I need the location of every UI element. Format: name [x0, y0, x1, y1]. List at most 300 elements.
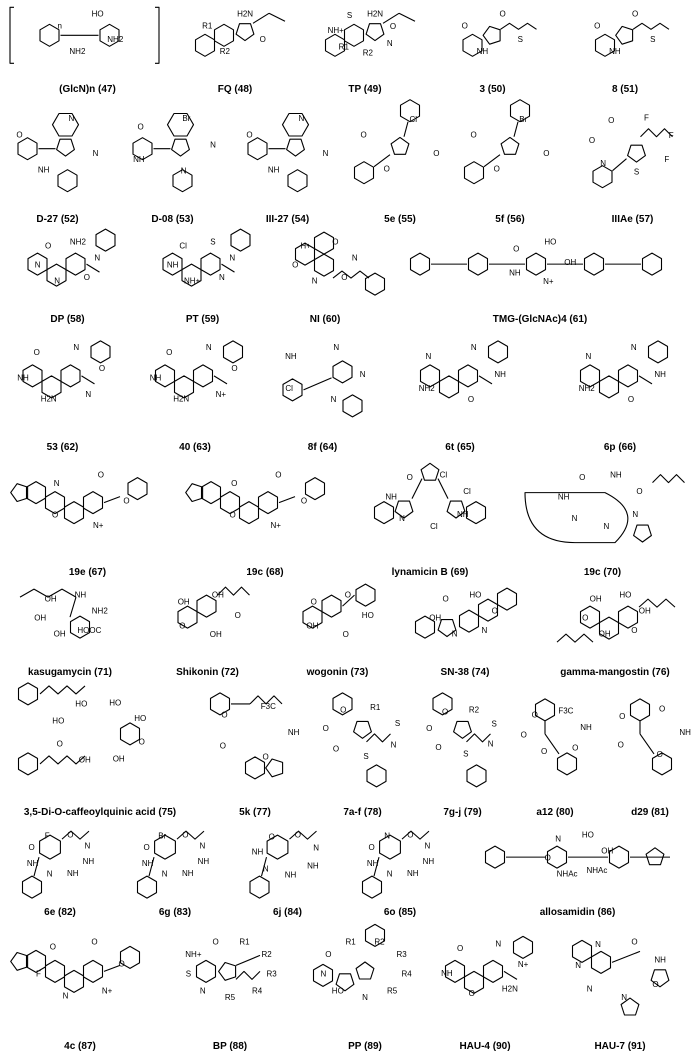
compound-label: TP (49): [348, 84, 382, 95]
atom-label: NH2: [578, 384, 595, 394]
compound-label: 6e (82): [44, 907, 76, 918]
atom-label: S: [346, 11, 353, 21]
compound-cell: [230, 821, 345, 921]
chain-bond: [641, 129, 673, 137]
atom-label: NH: [422, 857, 435, 867]
atom-label: O: [97, 470, 105, 480]
structure-drawing: [0, 681, 200, 807]
atom-label: O: [262, 752, 269, 762]
atom-label: O: [513, 244, 520, 254]
ring-bond: [421, 463, 439, 480]
ring-bond: [585, 253, 604, 275]
compound-label: 3 (50): [479, 84, 506, 95]
bond-line: [479, 376, 492, 384]
atom-label: N: [53, 479, 60, 489]
atom-label: R2: [374, 937, 385, 947]
atom-label: NH: [141, 858, 154, 868]
atom-label: N: [384, 831, 391, 841]
atom-label: O: [91, 937, 98, 947]
bond-line: [399, 13, 415, 21]
structure-drawing: [275, 581, 400, 667]
atom-label: O: [67, 830, 74, 840]
compound-cell: [550, 0, 700, 98]
structure-drawing: [415, 681, 510, 807]
atom-label: R2: [468, 705, 480, 715]
atom-label: NH: [441, 969, 453, 978]
ring-bond: [172, 139, 190, 156]
atom-label: R3: [396, 950, 407, 959]
atom-label: HO: [109, 698, 122, 708]
atom-label: R1: [239, 937, 250, 947]
ring-bond: [366, 24, 384, 41]
atom-label: N: [229, 253, 236, 263]
atom-label: N: [600, 159, 607, 169]
compound-cell: [0, 328, 125, 456]
compound-label: 3,5-Di-O-caffeoylquinic acid (75): [23, 807, 177, 818]
atom-label: O: [368, 843, 375, 852]
atom-label: N+: [101, 986, 113, 996]
atom-label: NH: [67, 868, 79, 878]
ring-bond: [558, 753, 577, 775]
atom-label: O: [531, 710, 538, 720]
structure-skeleton: [248, 114, 309, 192]
atom-label: O: [619, 712, 626, 722]
atom-label: O: [588, 136, 596, 146]
atom-label: OH: [589, 594, 602, 604]
atom-label: O: [579, 472, 586, 482]
ring-bond: [367, 765, 386, 787]
atom-label: N: [425, 352, 432, 361]
atom-label: Cl: [179, 241, 187, 251]
atom-label: O: [493, 164, 500, 174]
compound-cell: [115, 98, 230, 228]
atom-label: N+: [270, 521, 281, 531]
chain-bond: [653, 475, 685, 483]
atom-label: N: [68, 113, 75, 123]
atom-label: NH: [149, 373, 162, 383]
atom-label: S: [517, 35, 523, 45]
compound-cell: [415, 681, 510, 821]
atom-label: N: [46, 869, 53, 879]
atom-label: R1: [338, 42, 349, 52]
atom-label: R1: [345, 937, 356, 947]
ring-bond: [259, 492, 278, 514]
ring-bond: [467, 765, 486, 787]
ring-bond: [483, 26, 500, 44]
atom-label: N+: [92, 521, 104, 531]
atom-label: NH: [366, 858, 379, 868]
compound-label: FQ (48): [217, 84, 253, 95]
atom-label: N: [399, 514, 405, 524]
atom-label: O: [341, 272, 348, 282]
bond-line: [404, 122, 408, 137]
ring-bond: [501, 137, 519, 154]
bond-line: [504, 971, 517, 979]
compound-cell: [345, 821, 455, 921]
atom-label: NH: [251, 847, 264, 857]
atom-label: H2N: [40, 394, 57, 404]
structure-drawing: [160, 921, 300, 1041]
ring-bond: [467, 502, 486, 524]
atom-label: NHAc: [586, 865, 608, 875]
ring-bond: [19, 753, 38, 775]
ring-bond: [454, 721, 472, 738]
compound-cell: [120, 821, 230, 921]
structure-drawing: [510, 681, 600, 807]
compound-cell: [0, 921, 160, 1055]
structure-drawing: [540, 921, 700, 1041]
atom-label: O: [123, 496, 130, 506]
atom-label: N: [94, 253, 101, 263]
compound-label: 19c (70): [583, 567, 622, 578]
ring-bond: [84, 960, 103, 982]
compound-cell: [270, 228, 380, 328]
atom-label: H2N: [367, 9, 384, 19]
atom-label: O: [300, 496, 308, 506]
atom-label: N: [555, 834, 561, 844]
atom-label: H2N: [237, 9, 254, 19]
atom-label: NH: [307, 861, 319, 871]
ring-bond: [202, 482, 221, 504]
ring-bond: [631, 699, 650, 721]
compound-label: 5k (77): [239, 807, 271, 818]
atom-label: O: [540, 747, 548, 757]
ring-bond: [460, 610, 479, 632]
atom-label: NH: [287, 727, 300, 737]
atom-label: NH: [385, 492, 397, 502]
ring-bond: [231, 229, 250, 251]
atom-label: N: [362, 993, 368, 1003]
atom-label: N: [470, 343, 477, 353]
atom-label: O: [268, 832, 275, 842]
atom-label: S: [650, 35, 656, 45]
atom-label: O: [435, 742, 442, 752]
ring-bond: [619, 606, 638, 628]
ring-bond: [592, 951, 611, 973]
atom-label: O: [49, 942, 57, 952]
atom-label: O: [16, 130, 23, 140]
atom-label: HO: [469, 590, 482, 600]
atom-label: NH2: [69, 47, 86, 57]
atom-label: NH+: [185, 950, 202, 959]
compound-label: lynamicin B (69): [391, 567, 469, 578]
compound-label: HAU-7 (91): [594, 1041, 646, 1052]
bond-line: [214, 376, 227, 384]
atom-label: O: [389, 21, 397, 31]
compound-cell: [380, 328, 540, 456]
ring-bond: [27, 482, 46, 504]
atom-label: O: [322, 723, 329, 733]
compound-label: 40 (63): [179, 442, 211, 453]
ring-bond: [57, 139, 75, 156]
atom-label: NH: [267, 165, 280, 175]
compound-cell: [380, 228, 700, 328]
structure-drawing: [310, 681, 415, 807]
ring-bond: [628, 145, 646, 162]
atom-label: OH: [209, 630, 222, 639]
compound-cell: [140, 581, 275, 681]
atom-label: O: [426, 724, 433, 734]
ring-bond: [53, 114, 79, 137]
compound-cell: [0, 581, 140, 681]
atom-label: Br: [158, 831, 167, 841]
compound-label: D-27 (52): [36, 214, 79, 225]
bond-line: [222, 264, 235, 272]
ring-bond: [486, 846, 505, 868]
compound-label: 7a-f (78): [343, 807, 382, 818]
atom-label: NH: [476, 47, 489, 57]
structure-drawing: [120, 821, 230, 907]
atom-label: N: [585, 352, 592, 361]
atom-label: N: [311, 276, 318, 286]
compound-label: TMG-(GlcNAc)4 (61): [492, 314, 588, 325]
atom-label: F3C: [260, 702, 276, 712]
compound-label: 8f (64): [307, 442, 338, 453]
structure-skeleton: [196, 13, 286, 56]
atom-label: OH: [211, 590, 224, 600]
atom-label: N: [595, 939, 601, 949]
bond-line: [613, 159, 627, 171]
ring-bond: [18, 138, 37, 160]
ring-bond: [65, 970, 84, 992]
chain-bond: [236, 971, 260, 979]
compound-label: 6p (66): [603, 442, 637, 453]
atom-label: Cl: [285, 384, 293, 394]
compound-label: allosamidin (86): [539, 907, 616, 918]
compound-label: III-27 (54): [265, 214, 310, 225]
structure-drawing: [550, 0, 700, 84]
ring-bond: [283, 114, 309, 137]
structure-drawing: [355, 456, 505, 567]
atom-label: O: [340, 705, 347, 715]
compound-label: a12 (80): [536, 807, 574, 818]
ring-bond: [498, 588, 517, 610]
ring-bond: [138, 876, 157, 898]
ring-bond: [306, 478, 325, 500]
ring-bond: [91, 341, 110, 363]
structure-drawing: [345, 98, 455, 214]
atom-label: N: [359, 369, 366, 379]
ring-bond: [363, 876, 382, 898]
atom-label: HOOC: [77, 625, 102, 635]
compound-cell: [175, 0, 295, 98]
atom-label: O: [219, 741, 227, 751]
compound-label: SN-38 (74): [440, 667, 490, 678]
atom-label: S: [491, 719, 497, 729]
atom-label: N: [632, 510, 639, 520]
ring-bond: [634, 525, 652, 542]
structure-skeleton: [596, 23, 670, 56]
ring-bond: [616, 26, 633, 44]
atom-label: O: [231, 364, 238, 374]
atom-label: HO: [619, 590, 632, 600]
atom-label: O: [221, 710, 228, 720]
ring-bond: [355, 162, 374, 184]
atom-label: NH: [284, 870, 297, 880]
atom-label: O: [325, 950, 332, 959]
atom-label: N: [180, 166, 187, 176]
ring-bond: [354, 721, 372, 738]
ring-bond: [322, 595, 341, 617]
structure-drawing: [380, 228, 700, 314]
atom-label: O: [310, 597, 317, 607]
ring-bond: [11, 953, 28, 971]
structure-drawing: [455, 98, 565, 214]
atom-label: N: [390, 740, 397, 750]
ring-bond: [356, 584, 375, 606]
atom-label: F: [668, 130, 674, 140]
atom-label: N: [351, 253, 358, 263]
atom-label: N: [630, 343, 637, 353]
compound-cell: [175, 456, 355, 581]
bond-line: [279, 497, 295, 503]
atom-label: N: [575, 960, 581, 970]
compound-cell: [0, 456, 175, 581]
atom-label: O: [658, 704, 666, 714]
atom-label: N: [451, 629, 458, 639]
ring-bond: [240, 502, 259, 524]
ring-bond: [356, 962, 374, 979]
atom-label: H2N: [501, 984, 518, 994]
atom-label: O: [33, 347, 40, 357]
compound-cell: [0, 821, 120, 921]
ring-bond: [23, 876, 42, 898]
atom-label: NH: [74, 590, 87, 600]
atom-label: Br: [519, 114, 528, 124]
ring-bond: [224, 341, 243, 363]
structure-drawing: [0, 0, 175, 84]
ring-bond: [391, 137, 409, 154]
structure-drawing: [0, 328, 125, 442]
atom-label: HO: [91, 9, 104, 19]
atom-label: S: [363, 752, 369, 761]
atom-label: O: [246, 130, 253, 140]
structure-skeleton: [163, 229, 250, 286]
atom-label: N: [386, 869, 393, 879]
atom-label: N: [199, 841, 206, 851]
compound-label: HAU-4 (90): [459, 1041, 511, 1052]
compound-label: 6j (84): [273, 907, 302, 918]
atom-label: NH: [17, 373, 29, 383]
atom-label: N: [92, 149, 99, 159]
atom-label: N: [586, 984, 593, 994]
atom-label: O: [631, 937, 638, 947]
atom-label: O: [44, 241, 52, 251]
ring-bond: [440, 376, 459, 398]
atom-label: NH: [654, 369, 666, 379]
atom-label: N: [320, 969, 327, 979]
bond-line: [304, 378, 332, 390]
structure-drawing: [0, 921, 160, 1041]
atom-label: N: [85, 389, 92, 399]
atom-label: O: [143, 843, 150, 852]
ring-bond: [646, 848, 664, 865]
structure-drawing: [230, 98, 345, 214]
structure-drawing: [380, 328, 540, 442]
atom-label: O: [470, 130, 477, 140]
compound-cell: [125, 328, 265, 456]
compound-cell: [435, 0, 550, 98]
ring-bond: [46, 960, 65, 982]
structure-drawing: [0, 821, 120, 907]
chain-bond: [333, 271, 369, 278]
ring-bond: [469, 253, 488, 275]
structure-drawing: [200, 681, 310, 807]
atom-label: N: [481, 625, 488, 635]
structure-skeleton: [314, 924, 385, 990]
atom-label: H2N: [173, 394, 190, 404]
atom-label: O: [344, 590, 352, 600]
atom-label: O: [456, 944, 464, 954]
structure-drawing: [430, 921, 540, 1041]
atom-label: OH: [638, 606, 651, 616]
compound-cell: [0, 228, 135, 328]
bond-line: [104, 497, 120, 503]
structure-skeleton: [463, 23, 537, 56]
atom-label: N: [495, 939, 502, 949]
atom-label: OH: [44, 594, 57, 604]
atom-label: O: [656, 750, 663, 759]
compound-label: 6t (65): [445, 442, 475, 453]
atom-label: NH+: [327, 25, 344, 35]
atom-label: N: [298, 113, 305, 123]
atom-label: HO: [52, 716, 65, 726]
compound-cell: [600, 681, 700, 821]
bond-line: [612, 951, 640, 962]
chain-bond: [177, 831, 204, 839]
atom-label: NH2: [69, 237, 86, 247]
atom-label: O: [520, 730, 527, 740]
atom-label: O: [582, 613, 589, 623]
compound-cell: [345, 98, 455, 228]
ring-bond: [61, 365, 80, 387]
atom-label: S: [633, 167, 640, 177]
bond-line: [82, 376, 95, 384]
atom-label: N: [210, 140, 216, 150]
bond-line: [236, 955, 260, 965]
atom-label: OH: [601, 846, 614, 856]
atom-label: OH: [429, 613, 442, 623]
bond-line: [514, 122, 518, 137]
atom-label: O: [608, 116, 615, 125]
chain-bond: [501, 23, 537, 29]
bracket-right: [155, 7, 159, 63]
atom-label: O: [292, 260, 299, 270]
atom-label: R4: [401, 969, 412, 979]
ring-bond: [197, 960, 216, 982]
atom-label: N: [54, 276, 60, 286]
atom-label: NHAc: [556, 869, 578, 879]
ring-bond: [288, 170, 307, 192]
atom-label: NH: [494, 369, 506, 379]
compound-cell: [505, 456, 700, 581]
atom-label: OH: [598, 629, 611, 639]
compound-label: PP (89): [348, 1041, 382, 1052]
atom-label: N: [424, 841, 431, 851]
atom-label: S: [463, 749, 469, 759]
compound-cell: [310, 681, 415, 821]
structure-drawing: [140, 581, 275, 667]
structure-drawing: [530, 581, 700, 667]
atom-label: O: [383, 164, 390, 174]
atom-label: O: [118, 959, 125, 969]
atom-label: HO: [331, 986, 344, 996]
atom-label: O: [499, 9, 506, 19]
bond-line: [269, 13, 285, 21]
compound-label: 19c (68): [246, 567, 284, 578]
chain-bond: [367, 734, 391, 742]
ring-bond: [343, 395, 362, 417]
